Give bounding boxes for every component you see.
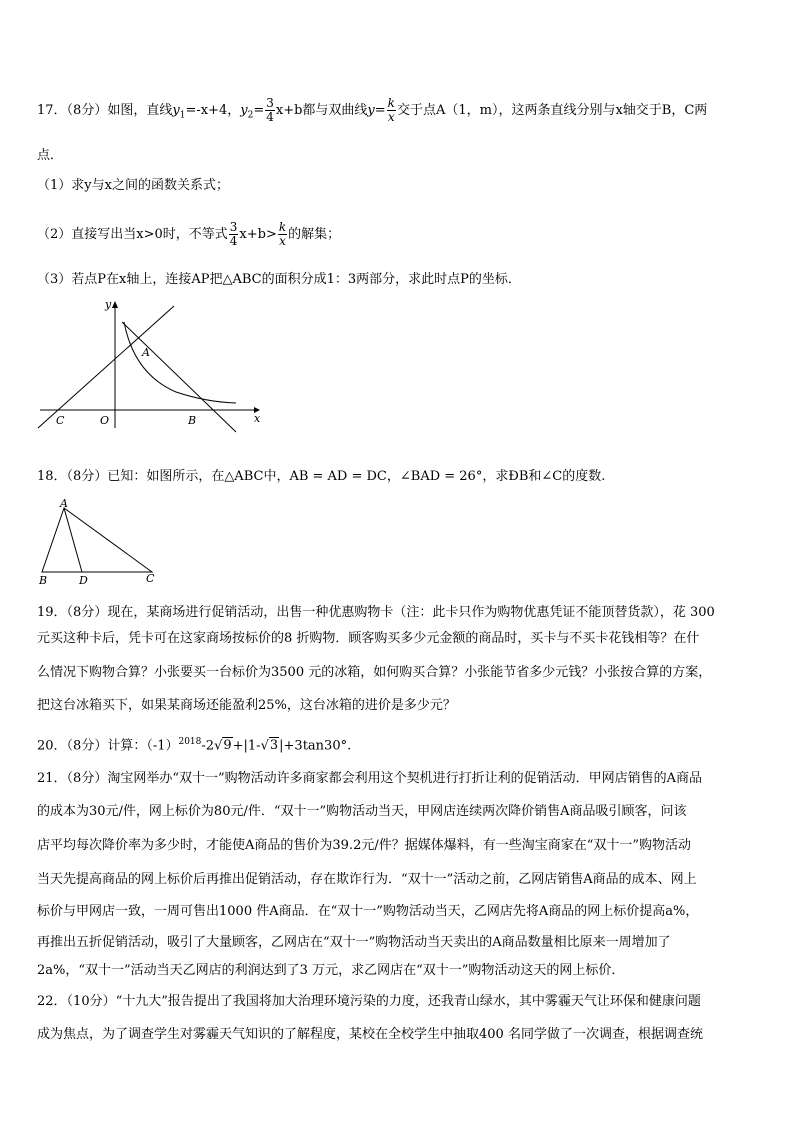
label-B: B: [39, 574, 48, 587]
fraction-k-x: $\frac{k}{x}$: [278, 220, 287, 248]
label-C: C: [56, 414, 65, 427]
q17-part1: （1）求y与x之间的函数关系式；: [37, 178, 229, 193]
fraction-3-4: $\frac{3}{4}$: [229, 220, 238, 248]
fraction-3-4: $\frac{3}{4}$: [266, 96, 274, 124]
q19-line3: 么情况下购物合算？小张要买一台标价为3500 元的冰箱，如何购买合算？小张能节省多少元钱？小张按合算的方案，: [37, 665, 712, 680]
q17-line2: 点．: [37, 148, 64, 163]
label-B: B: [188, 414, 197, 427]
sqrt-sign-icon: √: [260, 738, 269, 754]
label-A: A: [60, 498, 68, 510]
fraction-k-x: $\frac{k}{x}$: [387, 96, 395, 124]
label-C: C: [146, 572, 155, 585]
hyperbola: [124, 322, 236, 403]
segment-ad: [64, 508, 82, 572]
label-A: A: [142, 346, 150, 359]
q19-line2: 元买这种卡后，凭卡可在这家商场按标价的8 折购物．顾客购买多少元金额的商品时，买卡与不买卡花钱相等？在什: [37, 631, 700, 646]
q21-line4: 当天先提高商品的网上标价后再推出促销活动，存在欺诈行为．“双十一”活动之前，乙网店销售A商品的成本、网上: [37, 872, 697, 887]
q18-figure: [36, 498, 166, 588]
line-y1: [122, 322, 236, 432]
label-x: x: [254, 412, 261, 425]
q21-line3: 店平均每次降价率为多少时，才能使A商品的售价为39.2元/件？据媒体爆料，有一些淘宝商家在“双十一”购物活动: [37, 838, 692, 853]
q22-line1: 22．（10分）“十九大”报告提出了我国将加大治理环境污染的力度，还我青山绿水，其中雾霾天气让环保和健康问题: [37, 994, 701, 1009]
label-y: y: [105, 298, 112, 311]
q22-line2: 成为焦点，为了调查学生对雾霾天气知识的了解程度，某校在全校学生中抽取400 名同学做了一次调查，根据调查统: [37, 1027, 703, 1042]
label-D: D: [79, 574, 88, 587]
q21-line5: 标价与甲网店一致，一周可售出1000 件A商品．在“双十一”购物活动当天，乙网店先将A商品的网上标价提高a%，: [37, 904, 699, 919]
q21-line2: 的成本为30元/件，网上标价为80元/件．“双十一”购物活动当天，甲网店连续两次降价销售A商品吸引顾客，问该: [37, 804, 687, 819]
q21-line7: 2a%，“双十一”活动当天乙网店的利润达到了3 万元，求乙网店在“双十一”购物活动这天的网上标价．: [37, 963, 625, 978]
y-axis-arrow-icon: [112, 301, 118, 308]
label-O: O: [100, 414, 110, 427]
q18-text: 18．（8分）已知：如图所示，在△ABC中，AB = AD = DC，∠BAD = 26°，求ÐB和∠C的度数.: [37, 469, 606, 484]
q20-text: 20．（8分）计算：$(-1)^{2018}-2√9+|1-√3|+3\tan 30^\circ$.: [37, 737, 352, 754]
triangle-abc: [42, 508, 152, 572]
q17-figure: [36, 294, 266, 434]
q17-line1: 17．（8分）如图，直线$y_1=-x+4$，$y_2=$ $\frac{3}{4}$ x+b都与双曲线y= $\frac{k}{x}$ 交于点A（1，m），这两条直线分别与x轴交于B，C两: [37, 96, 708, 124]
q19-line4: 把这台冰箱买下，如果某商场还能盈利25%，这台冰箱的进价是多少元？: [37, 698, 456, 713]
q19-line1: 19．（8分）现在，某商场进行促销活动，出售一种优惠购物卡（注：此卡只作为购物优惠凭证不能顶替货款），花 300: [37, 605, 715, 620]
q17-part3: （3）若点P在x轴上，连接AP把△ABC的面积分成1：3两部分，求此时点P的坐标．: [37, 272, 521, 287]
q17-part2: （2）直接写出当x>0时，不等式 $\frac{3}{4}$ x+b> $\frac{k}{x}$ 的解集；: [37, 220, 341, 248]
q21-line6: 再推出五折促销活动，吸引了大量顾客，乙网店在“双十一”购物活动当天卖出的A商品数量相比原来一周增加了: [37, 935, 671, 950]
sqrt-sign-icon: √: [214, 738, 223, 754]
q21-line1: 21．（8分）淘宝网举办“双十一”购物活动许多商家都会利用这个契机进行打折让利的促销活动．甲网店销售的A商品: [37, 771, 702, 786]
